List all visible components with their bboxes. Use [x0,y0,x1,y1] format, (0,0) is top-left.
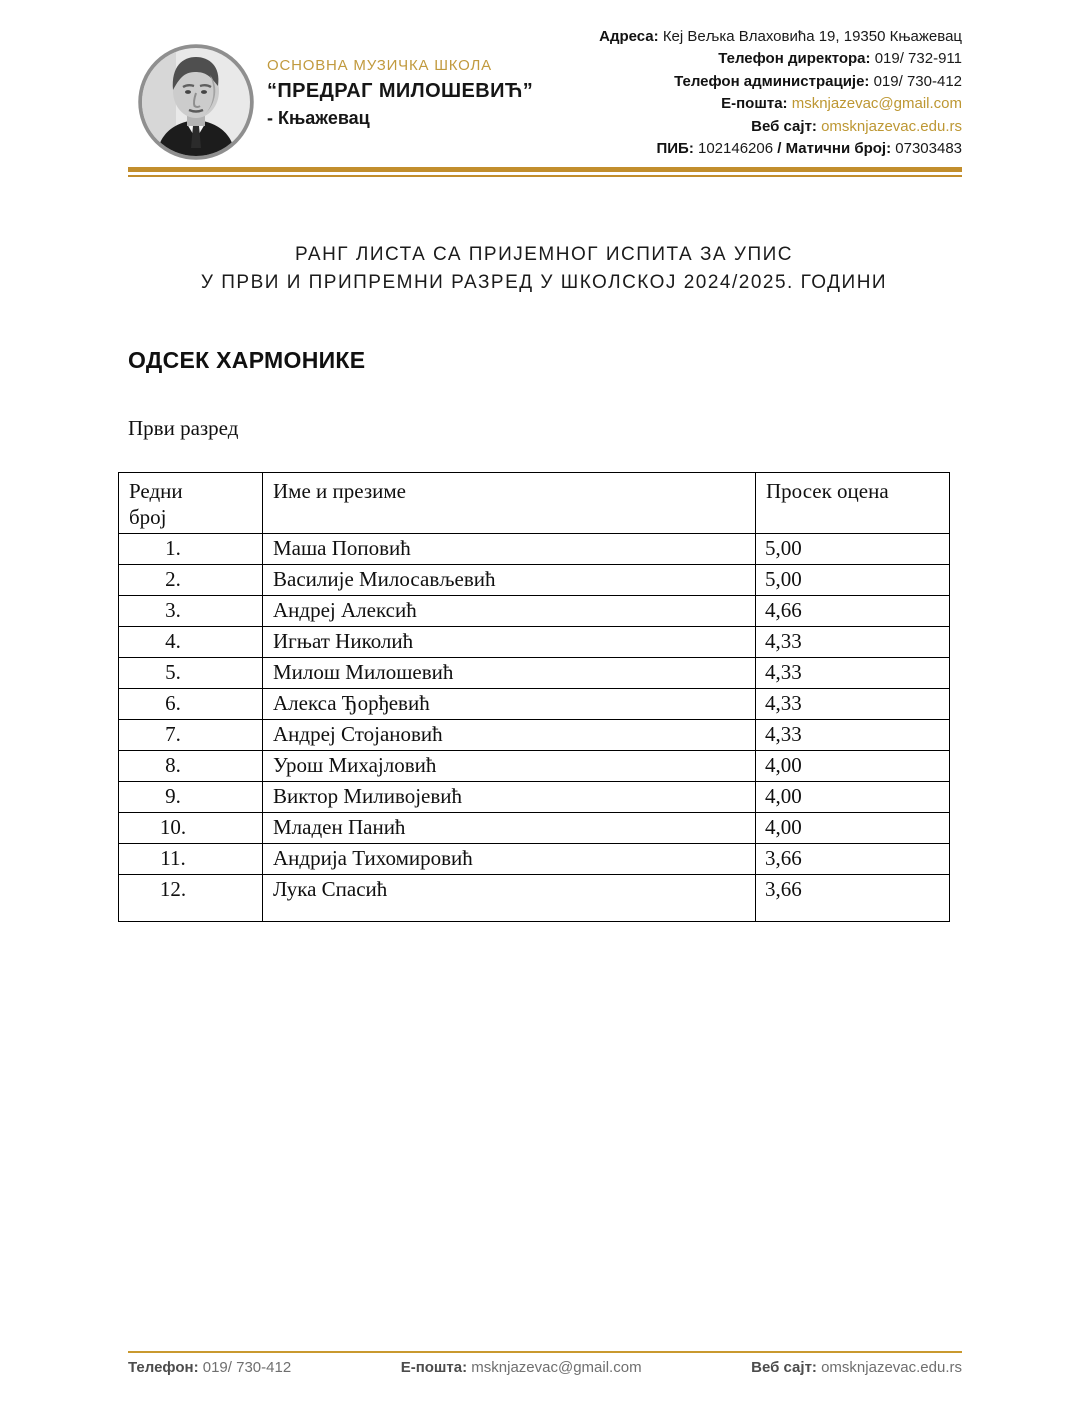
title-line-1: РАНГ ЛИСТА СА ПРИЈЕМНОГ ИСПИТА ЗА УПИС [295,244,793,265]
portrait-photo-icon [138,44,254,160]
website-label: Веб сајт: [751,117,817,135]
footer-email-label: Е-пошта: [400,1359,468,1376]
address-label: Адреса: [599,28,659,45]
average-score: 4,66 [756,596,950,627]
school-type: ОСНОВНА МУЗИЧКА ШКОЛА [267,57,492,74]
table-row [119,720,950,751]
pib-label: ПИБ: [656,140,694,158]
footer-website-value: omsknjazevac.edu.rs [816,1359,962,1376]
table-row [119,627,950,658]
average-score: 4,00 [756,751,950,782]
student-name: Андреј Алексић [263,596,756,627]
average-score: 3,66 [756,844,950,875]
student-name: Урош Михајловић [263,751,756,782]
average-score: 5,00 [756,565,950,596]
rank-number: 8. [119,751,263,782]
contact-address [599,26,962,48]
phone-admin-value: 019/ 730-412 [869,72,962,90]
average-score: 4,33 [756,658,950,689]
table-row [119,596,950,627]
website-link[interactable]: omsknjazevac.edu.rs [816,117,962,135]
footer-website-label: Веб сајт: [751,1359,817,1376]
table-row [119,875,950,922]
rank-table [118,472,950,922]
contact-phone-director [599,48,962,70]
rank-number: 5. [119,658,263,689]
rank-number: 6. [119,689,263,720]
student-name: Алекса Ђорђевић [263,689,756,720]
section-heading: ОДСЕК ХАРМОНИКЕ [128,347,366,373]
contact-website [599,116,962,138]
school-name: “ПРЕДРАГ МИЛОШЕВИЋ” [267,80,534,102]
student-name: Милош Милошевић [263,658,756,689]
col-header-name: Име и презиме [263,473,756,534]
title-line-2: У ПРВИ И ПРИПРЕМНИ РАЗРЕД У ШКОЛСКОЈ 2024/2025. ГОДИНИ [200,271,888,293]
rank-number: 10. [119,813,263,844]
average-score: 4,00 [756,813,950,844]
student-name: Андрија Тихомировић [263,844,756,875]
grade-subheading: Први разред [128,416,239,440]
school-identity [267,57,533,129]
table-row [119,689,950,720]
contact-info [599,26,962,160]
rank-number: 4. [119,627,263,658]
rank-number: 12. [119,875,263,922]
table-header-row [119,473,950,534]
footer-phone [128,1359,291,1376]
rank-number: 7. [119,720,263,751]
email-label: Е-пошта: [721,95,788,113]
table-row [119,813,950,844]
email-link[interactable]: msknjazevac@gmail.com [787,95,962,113]
average-score: 4,00 [756,782,950,813]
table-row [119,534,950,565]
footer-divider [128,1351,962,1353]
rank-number: 9. [119,782,263,813]
phone-director-label: Телефон директора: [718,50,871,68]
table-row [119,782,950,813]
contact-phone-admin [599,71,962,93]
phone-director-value: 019/ 732-911 [870,50,962,68]
rank-number: 3. [119,596,263,627]
footer-website [751,1359,962,1376]
rank-number: 1. [119,534,263,565]
average-score: 5,00 [756,534,950,565]
table-row [119,658,950,689]
mb-label: Матични број: [785,140,892,158]
divider-thin-line [128,175,962,177]
document-title [0,241,1088,296]
footer-phone-value: 019/ 730-412 [198,1359,292,1376]
student-name: Игњат Николић [263,627,756,658]
contact-ids [599,138,962,160]
table-row [119,565,950,596]
mb-value: 07303483 [891,140,962,158]
student-name: Виктор Миливојевић [263,782,756,813]
footer [128,1359,962,1376]
header-divider [128,167,962,177]
contact-email [599,93,962,115]
student-name: Младен Панић [263,813,756,844]
average-score: 4,33 [756,689,950,720]
average-score: 3,66 [756,875,950,922]
school-logo [138,44,254,160]
footer-email [401,1359,642,1376]
table-row [119,751,950,782]
address-value: Кеј Вељка Влаховића 19, 19350 Књажевац [658,28,962,45]
pib-value: 102146206 [693,140,778,158]
student-name: Андреј Стојановић [263,720,756,751]
phone-admin-label: Телефон администрације: [674,72,870,90]
rank-number: 2. [119,565,263,596]
col-header-rank: Редни број [119,473,263,534]
divider-thick-line [128,167,962,172]
average-score: 4,33 [756,720,950,751]
footer-email-value: msknjazevac@gmail.com [467,1359,642,1376]
average-score: 4,33 [756,627,950,658]
student-name: Василије Милосављевић [263,565,756,596]
table-row [119,844,950,875]
student-name: Лука Спасић [263,875,756,922]
school-city: - Књажевац [267,108,370,128]
footer-phone-label: Телефон: [128,1359,199,1376]
pib-separator: / [777,140,786,158]
rank-number: 11. [119,844,263,875]
student-name: Маша Поповић [263,534,756,565]
col-header-score: Просек оцена [756,473,950,534]
